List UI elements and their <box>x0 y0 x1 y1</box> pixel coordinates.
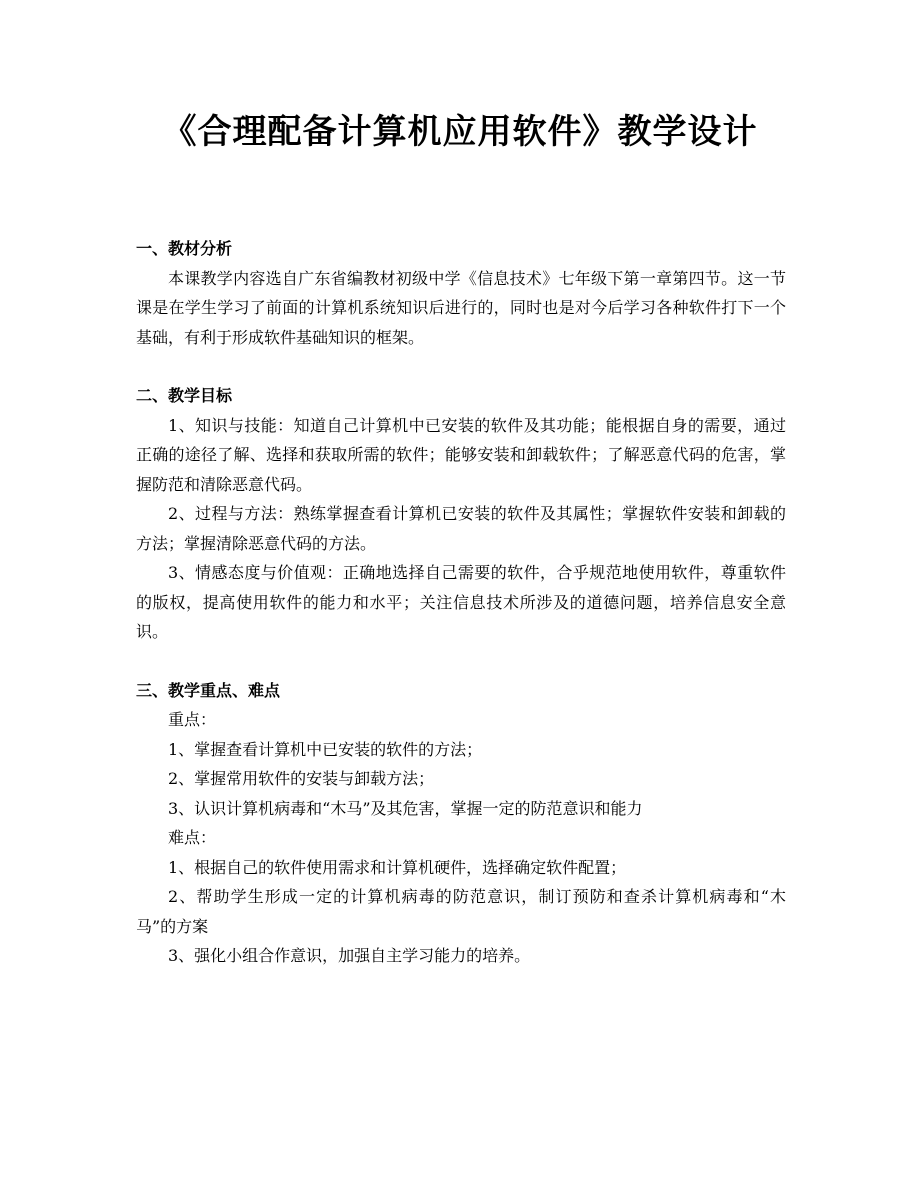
paragraph: 1、掌握查看计算机中已安装的软件的方法； <box>168 739 483 759</box>
paragraph: 本课教学内容选自广东省编教材初级中学《信息技术》七年级下第一章第四节。这一节课是在学生学习了前面的计算机系统知识后进行的，同时也是对今后学习各种软件打下一个基础，有利于形成软件基础知识的框架。 <box>136 268 786 347</box>
section-key-points <box>136 676 786 971</box>
section-spacer <box>136 647 786 676</box>
section-textbook-analysis <box>136 234 786 352</box>
paragraph: 重点： <box>168 710 217 729</box>
section-spacer <box>136 352 786 381</box>
paragraph: 3、强化小组合作意识，加强自主学习能力的培养。 <box>168 946 531 965</box>
paragraph: 2、掌握常用软件的安装与卸载方法； <box>168 769 435 788</box>
paragraph: 难点： <box>168 828 217 847</box>
paragraph: 2、帮助学生形成一定的计算机病毒的防范意识，制订预防和查杀计算机病毒和“木马”的方案 <box>136 887 786 936</box>
paragraph: 3、认识计算机病毒和“木马”及其危害，掌握一定的防范意识和能力 <box>168 798 643 818</box>
paragraph: 3、情感态度与价值观：正确地选择自己需要的软件，合乎规范地使用软件，尊重软件的版权，提高使用软件的能力和水平；关注信息技术所涉及的道德问题，培养信息安全意识。 <box>136 563 786 641</box>
section-heading: 三、教学重点、难点 <box>136 680 281 700</box>
paragraph: 2、过程与方法：熟练掌握查看计算机已安装的软件及其属性；掌握软件安装和卸载的方法；掌握清除恶意代码的方法。 <box>136 504 786 553</box>
section-heading: 二、教学目标 <box>136 386 233 405</box>
paragraph: 1、根据自己的软件使用需求和计算机硬件，选择确定软件配置； <box>168 857 627 877</box>
paragraph: 1、知识与技能：知道自己计算机中已安装的软件及其功能；能根据自身的需要，通过正确的途径了解、选择和获取所需的软件；能够安装和卸载软件；了解恶意代码的危害，掌握防范和清除恶意代码。 <box>136 415 786 494</box>
document-body <box>136 234 786 971</box>
document-title: 《合理配备计算机应用软件》教学设计 <box>162 112 758 152</box>
section-heading: 一、教材分析 <box>136 239 233 258</box>
section-teaching-objectives <box>136 381 786 647</box>
